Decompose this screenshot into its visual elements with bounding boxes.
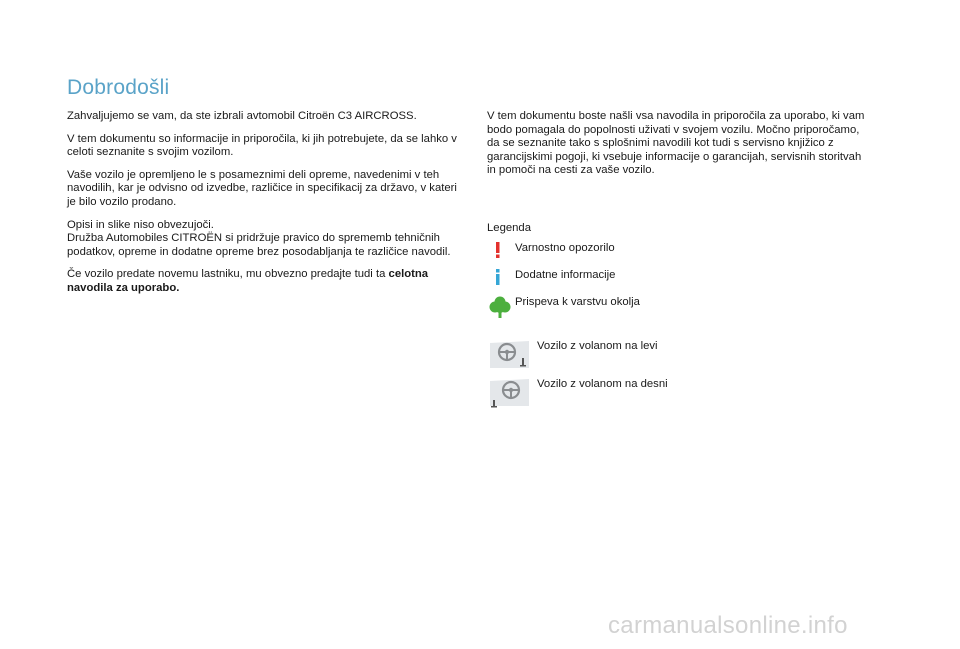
legend-label-info: Dodatne informacije (515, 269, 616, 281)
information-icon (489, 269, 507, 285)
legend-item-left-drive (489, 338, 658, 370)
new-owner-text: Če vozilo predate novemu lastniku, mu obvezno predajte tudi ta (67, 268, 386, 281)
legend-label-left-drive: Vozilo z volanom na levi (537, 340, 658, 352)
legend-label-warning: Varnostno opozorilo (515, 242, 615, 254)
paragraph-thanks: Zahvaljujemo se vam, da ste izbrali avtomobil Citroën C3 AIRCROSS. (67, 110, 417, 122)
legend-label-right-drive: Vozilo z volanom na desni (537, 378, 668, 390)
paragraph-info: V tem dokumentu so informacije in priporočila, ki jih potrebujete, da se lahko v celoti seznanite s svojim vozilom. (67, 132, 457, 159)
paragraph-equipment: Vaše vozilo je opremljeno le s posameznimi deli opreme, navedenimi v teh navodilih, kar je odvisno od izvedbe, različice in specifikacij za državo, v kateri je bilo vozilo prodano. (67, 168, 457, 208)
legend-item-warning (489, 242, 615, 258)
watermark: carmanualsonline.info (608, 612, 848, 639)
page-title: Dobrodošli (67, 76, 170, 99)
paragraph-manual-contents: V tem dokumentu boste našli vsa navodila in priporočila za uporabo, ki vam bodo pomagala do popolnosti uživati v svojem vozilu. Močno priporočamo, da se seznanite tako s splošnimi navodili kot tudi s servisno knjižico z garancijskimi pogoji, ki vsebuje informacije o garancijah, servisnih storitvah in pomoči na cesti za vaše vozilo. (487, 110, 865, 177)
right-hand-drive-icon (489, 376, 531, 408)
warning-exclamation-icon (489, 242, 507, 258)
paragraph-new-owner (67, 268, 462, 295)
legend-label-environment: Prispeva k varstvu okolja (515, 296, 640, 308)
disclaimer-line-1: Opisi in slike niso obvezujoči. (67, 218, 214, 231)
paragraph-disclaimer (67, 219, 462, 260)
left-hand-drive-icon (489, 338, 531, 370)
legend-title: Legenda (487, 222, 531, 234)
legend-item-environment (489, 296, 640, 318)
tree-icon (489, 296, 511, 318)
new-owner-bold: celotna navodila za uporabo. (67, 268, 429, 294)
disclaimer-line-2: Družba Automobiles CITROËN si pridržuje pravico do sprememb tehničnih podatkov, opreme in dodatne opreme brez posodabljanja te različice navodil. (67, 232, 451, 258)
right-column (487, 110, 867, 187)
left-column (67, 110, 462, 305)
legend-item-right-drive (489, 376, 668, 408)
legend-item-info (489, 269, 615, 285)
